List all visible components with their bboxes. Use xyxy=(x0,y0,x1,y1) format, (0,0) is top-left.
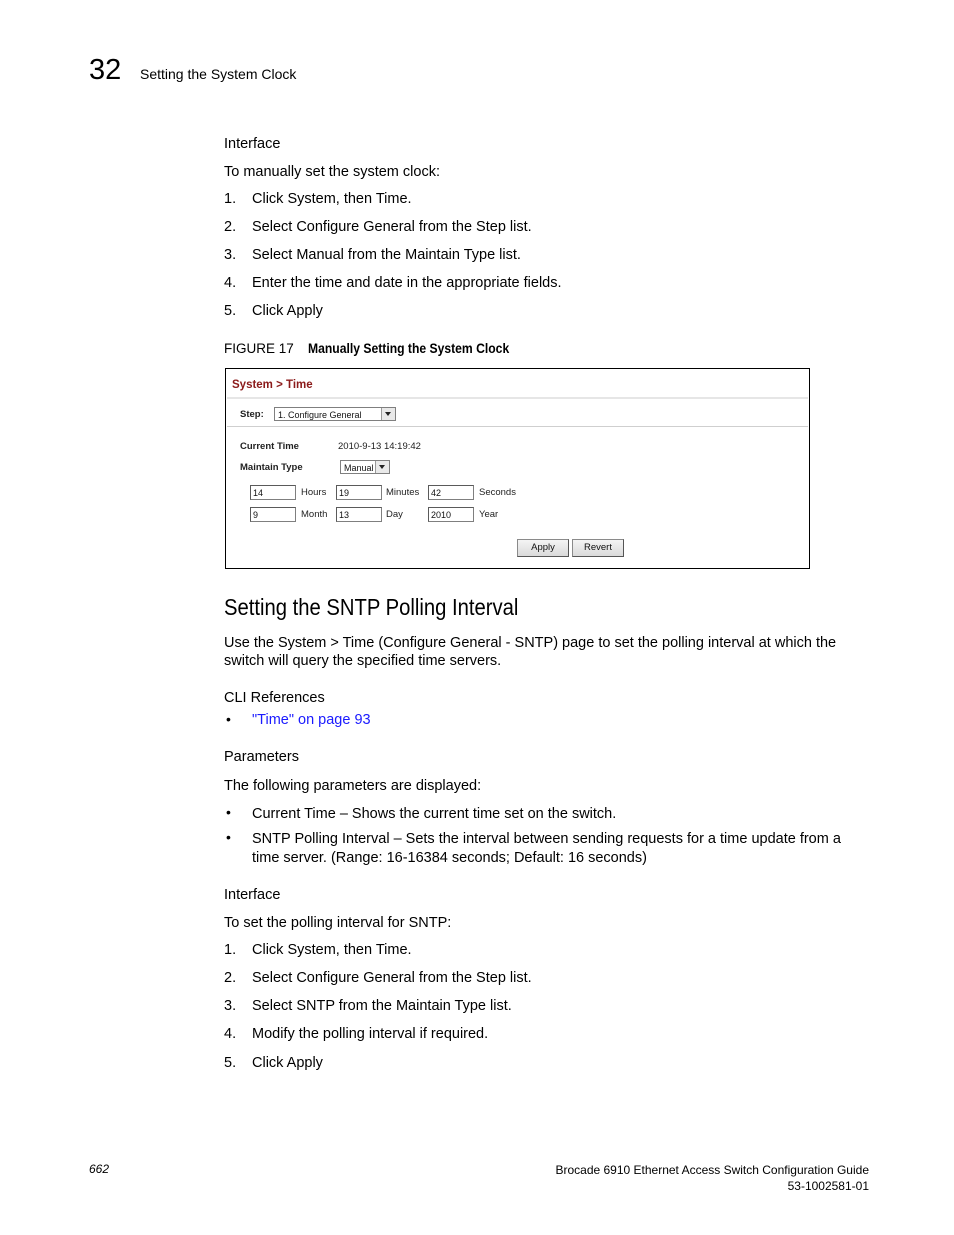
list-item: 3. Select SNTP from the Maintain Type list. xyxy=(224,998,512,1014)
chapter-title: Setting the System Clock xyxy=(140,66,297,82)
maintain-type-select[interactable]: Manual xyxy=(340,460,390,474)
breadcrumb-system[interactable]: System xyxy=(232,379,273,391)
month-label: Month xyxy=(301,509,328,520)
parameters-heading: Parameters xyxy=(224,749,299,765)
param-description-line2: time server. (Range: 16-16384 seconds; Default: 16 seconds) xyxy=(252,850,647,866)
list-item: 3. Select Manual from the Maintain Type list. xyxy=(224,247,521,263)
minutes-label: Minutes xyxy=(386,487,420,498)
section-title: Setting the SNTP Polling Interval xyxy=(224,594,519,620)
list-item: 4. Modify the polling interval if required. xyxy=(224,1026,489,1042)
parameters-intro: The following parameters are displayed: xyxy=(224,778,482,794)
cli-reference-link[interactable]: "Time" on page 93 xyxy=(252,712,371,728)
apply-button[interactable]: Apply xyxy=(517,539,569,557)
param-description: – Sets the interval between sending requests for a time update from a xyxy=(389,831,841,847)
bullet-icon: • xyxy=(226,804,231,820)
list-item: 2. Select Configure General from the Step list. xyxy=(224,219,532,235)
breadcrumb-time: Time xyxy=(286,379,313,391)
step-select[interactable]: 1. Configure General xyxy=(274,407,396,421)
figure-label: FIGURE 17 xyxy=(224,341,294,356)
year-label: Year xyxy=(479,509,499,520)
system-time-screenshot xyxy=(225,368,810,569)
figure-caption xyxy=(224,341,532,356)
seconds-input[interactable]: 42 xyxy=(428,485,474,500)
interface-heading: Interface xyxy=(224,887,281,903)
interface-intro: To set the polling interval for SNTP: xyxy=(224,915,452,931)
param-sntp-polling-interval xyxy=(252,830,841,848)
divider xyxy=(227,397,808,399)
revert-button[interactable]: Revert xyxy=(572,539,624,557)
param-term: SNTP Polling Interval xyxy=(252,831,390,847)
cli-references-heading: CLI References xyxy=(224,690,325,706)
figure-title: Manually Setting the System Clock xyxy=(308,341,510,356)
footer-doc-info xyxy=(555,1162,869,1194)
bullet-icon: • xyxy=(226,711,231,727)
list-item: 2. Select Configure General from the Step list. xyxy=(224,970,532,986)
list-item: 1. Click System, then Time. xyxy=(224,942,412,958)
breadcrumb xyxy=(232,379,313,391)
chevron-down-icon xyxy=(381,408,395,420)
list-item: 5. Click Apply xyxy=(224,303,323,319)
seconds-label: Seconds xyxy=(479,487,516,498)
doc-title: Brocade 6910 Ethernet Access Switch Configuration Guide xyxy=(555,1163,869,1177)
page-number: 662 xyxy=(89,1162,110,1176)
minutes-input[interactable]: 19 xyxy=(336,485,382,500)
divider xyxy=(227,426,808,427)
year-input[interactable]: 2010 xyxy=(428,507,474,522)
interface-intro: To manually set the system clock: xyxy=(224,164,440,180)
section-intro-line2: switch will query the specified time servers. xyxy=(224,653,502,669)
section-intro-line1: Use the System > Time (Configure General - SNTP) page to set the polling interval at which the xyxy=(224,635,837,651)
day-input[interactable]: 13 xyxy=(336,507,382,522)
step-label: Step: xyxy=(240,409,264,420)
chevron-down-icon xyxy=(375,461,389,473)
day-label: Day xyxy=(386,509,403,520)
current-time-label: Current Time xyxy=(240,441,299,452)
interface-heading: Interface xyxy=(224,136,281,152)
bullet-icon: • xyxy=(226,829,231,845)
hours-label: Hours xyxy=(301,487,327,498)
chapter-number: 32 xyxy=(89,54,122,86)
list-item: 5. Click Apply xyxy=(224,1055,323,1071)
breadcrumb-separator: > xyxy=(276,379,283,391)
doc-number: 53-1002581-01 xyxy=(787,1179,869,1193)
current-time-value: 2010-9-13 14:19:42 xyxy=(338,441,421,452)
param-current-time: Current Time – Shows the current time set on the switch. xyxy=(252,806,617,822)
maintain-type-label: Maintain Type xyxy=(240,462,303,473)
list-item: 4. Enter the time and date in the appropriate fields. xyxy=(224,275,562,291)
month-input[interactable]: 9 xyxy=(250,507,296,522)
hours-input[interactable]: 14 xyxy=(250,485,296,500)
list-item: 1. Click System, then Time. xyxy=(224,191,412,207)
